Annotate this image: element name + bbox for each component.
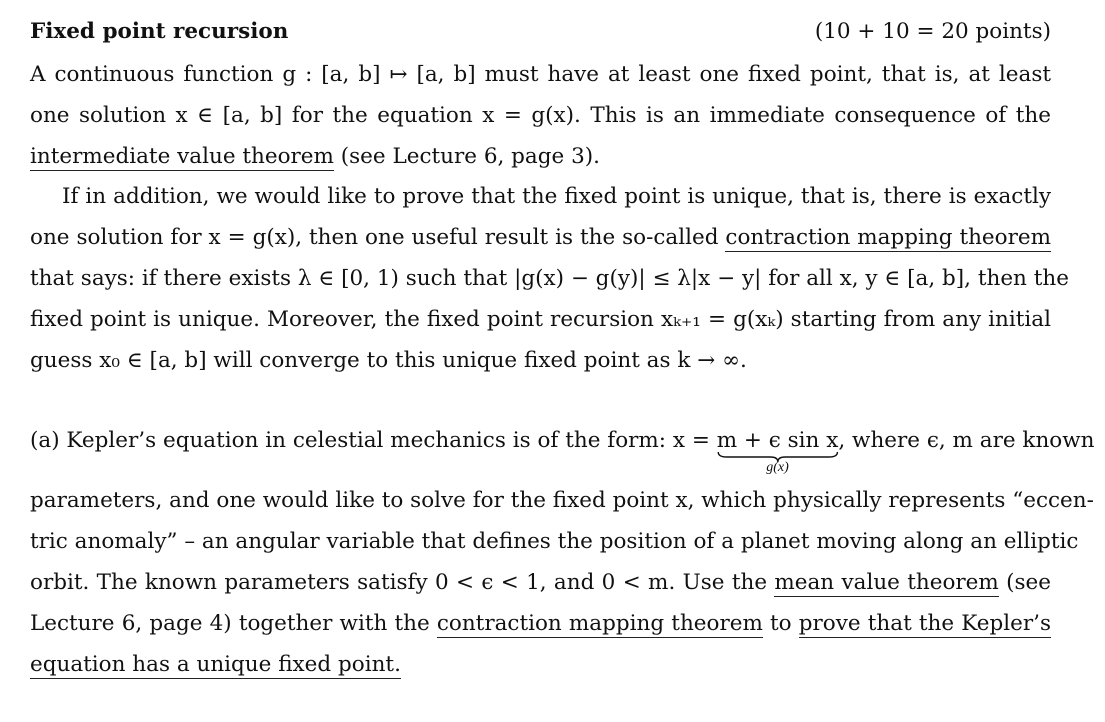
part-a-line5-text: Lecture 6, page 4) together with the: [30, 611, 437, 636]
g-of-x-brace-group: [716, 421, 839, 475]
link-unique-fixed-point[interactable]: equation has a unique fixed point.: [30, 652, 401, 677]
para2-line3: that says: if there exists λ ∈ [0, 1) such that |g(x) − g(y)| ≤ λ|x − y| for all x, y ∈ [a, b], then the: [30, 266, 1069, 291]
para2-line2: [30, 218, 1051, 258]
part-a-line4-rest: (see: [998, 570, 1051, 595]
part-a-line6: [30, 645, 1051, 685]
g-of-x-expression: m + ϵ sin x: [716, 428, 839, 453]
part-a-line5: [30, 604, 1051, 644]
para2-line4: fixed point is unique. Moreover, the fixed point recursion xₖ₊₁ = g(xₖ) starting from any initial: [30, 307, 1051, 332]
part-a-line4: [30, 563, 1051, 603]
para2-line5: guess x₀ ∈ [a, b] will converge to this unique fixed point as k → ∞.: [30, 348, 747, 373]
link-mean-value-theorem[interactable]: mean value theorem: [774, 570, 999, 595]
para2-line1: If in addition, we would like to prove that the fixed point is unique, that is, there is exactly: [62, 184, 1051, 209]
part-a-line2: parameters, and one would like to solve for the fixed point x, which physically represents “eccen-: [30, 488, 1094, 513]
para1-line3-rest: (see Lecture 6, page 3).: [333, 144, 600, 169]
link-contraction-mapping-theorem-2[interactable]: contraction mapping theorem: [436, 611, 763, 636]
para1-line3: [30, 137, 1051, 177]
part-a-line1-prefix: (a) Kepler’s equation in celestial mechanics is of the form: x =: [30, 428, 717, 453]
section-header: [30, 12, 1051, 52]
part-a-line5-mid: to: [762, 611, 799, 636]
link-intermediate-value-theorem[interactable]: intermediate value theorem: [30, 144, 334, 169]
part-a-line4-text: orbit. The known parameters satisfy 0 < ϵ < 1, and 0 < m. Use the: [30, 570, 775, 595]
brace-label: g(x): [766, 460, 789, 475]
section-title: Fixed point recursion: [30, 19, 289, 44]
part-a-line3: tric anomaly” – an angular variable that defines the position of a planet moving along an elliptic: [30, 529, 1079, 554]
points-label: (10 + 10 = 20 points): [814, 19, 1051, 44]
part-a-line1-suffix: , where ϵ, m are known: [838, 428, 1095, 453]
link-contraction-mapping-theorem[interactable]: contraction mapping theorem: [725, 225, 1051, 250]
para1-line2: one solution x ∈ [a, b] for the equation x = g(x). This is an immediate consequence of the: [30, 103, 1051, 128]
para1-line1: A continuous function g : [a, b] ↦ [a, b] must have at least one fixed point, that is, at least: [30, 62, 1051, 87]
link-prove-kepler[interactable]: prove that the Kepler’s: [798, 611, 1051, 636]
para2-line2-text: one solution for x = g(x), then one useful result is the so-called: [30, 225, 726, 250]
part-a-line1: [30, 421, 1095, 475]
